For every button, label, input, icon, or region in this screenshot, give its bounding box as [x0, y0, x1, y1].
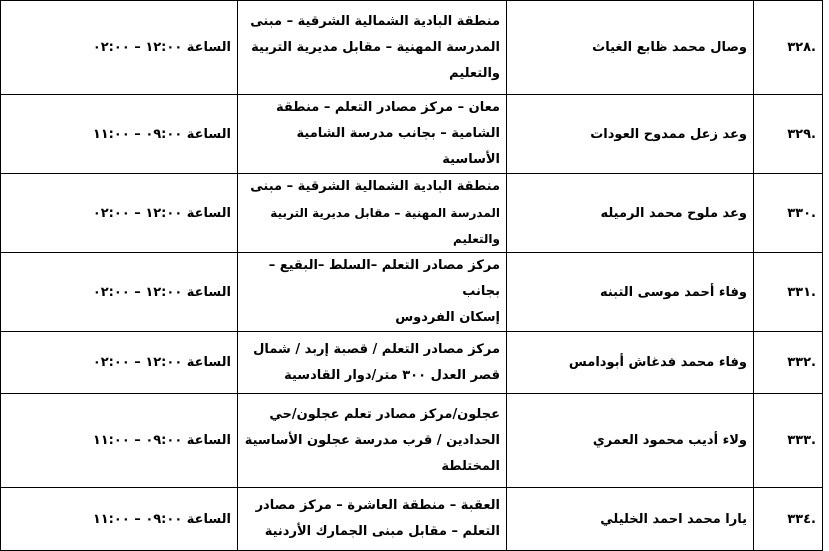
location-line: المدرسة المهنية – مقابل مديرية التربية: [251, 39, 500, 55]
exam-location: [238, 332, 507, 394]
row-number: .٣٢٨: [754, 1, 823, 95]
table-row: [1, 332, 823, 394]
location-line: المختلطة: [441, 458, 500, 474]
exam-time: الساعة ٠٩:٠٠ – ١١:٠٠: [1, 488, 238, 551]
exam-time: الساعة ١٢:٠٠ – ٠٢:٠٠: [1, 253, 238, 332]
table-row: [1, 1, 823, 95]
exam-location: [238, 174, 507, 253]
row-number: .٣٢٩: [754, 95, 823, 174]
location-line: الشامية – بجانب مدرسة الشامية الأساسية: [296, 126, 500, 167]
person-name: وعد زعل ممدوح العودات: [507, 95, 754, 174]
location-line: منطقة البادية الشمالية الشرقية – مبنى: [250, 179, 500, 194]
location-line: المدرسة المهنية – مقابل مديرية التربية والتعليم: [270, 206, 500, 246]
table-row: [1, 95, 823, 174]
row-number: .٣٣٣: [754, 394, 823, 488]
location-line: منطقة البادية الشمالية الشرقية – مبنى: [250, 13, 500, 29]
exam-location: [238, 394, 507, 488]
table-row: [1, 253, 823, 332]
exam-time: الساعة ١٢:٠٠ – ٠٢:٠٠: [1, 332, 238, 394]
exam-location: [238, 1, 507, 95]
exam-location: [238, 253, 507, 332]
person-name: وفاء أحمد موسى التبنه: [507, 253, 754, 332]
exam-time: الساعة ٠٩:٠٠ – ١١:٠٠: [1, 394, 238, 488]
row-number: .٣٣٤: [754, 488, 823, 551]
location-line: والتعليم: [449, 65, 500, 81]
location-line: معان – مركز مصادر التعلم – منطقة: [276, 100, 500, 115]
location-line: مركز مصادر التعلم –السلط –البقيع –بجانب: [268, 258, 500, 299]
row-number: .٣٣٢: [754, 332, 823, 394]
exam-location: [238, 95, 507, 174]
person-name: وعد ملوح محمد الرميله: [507, 174, 754, 253]
person-name: ولاء أديب محمود العمري: [507, 394, 754, 488]
row-number: .٣٣٠: [754, 174, 823, 253]
location-line: عجلون/مركز مصادر تعلم عجلون/حي: [269, 406, 500, 422]
exam-time: الساعة ١٢:٠٠ – ٠٢:٠٠: [1, 1, 238, 95]
person-name: يارا محمد احمد الخليلي: [507, 488, 754, 551]
person-name: وصال محمد ظابع الغياث: [507, 1, 754, 95]
exam-location: [238, 488, 507, 551]
location-line: التعلم – مقابل مبنى الجمارك الأردنية: [264, 524, 500, 539]
location-line: قصر العدل ٣٠٠ متر/دوار القادسية: [284, 367, 500, 383]
location-line: الحدادين / قرب مدرسة عجلون الأساسية: [244, 432, 500, 448]
table-row: [1, 394, 823, 488]
location-line: العقبة – منطقة العاشرة – مركز مصادر: [255, 498, 500, 513]
person-name: وفاء محمد فدغاش أبودامس: [507, 332, 754, 394]
location-line: مركز مصادر التعلم / قصبة إربد / شمال: [253, 341, 500, 357]
exam-time: الساعة ١٢:٠٠ – ٠٢:٠٠: [1, 174, 238, 253]
exam-time: الساعة ٠٩:٠٠ – ١١:٠٠: [1, 95, 238, 174]
table-row: [1, 488, 823, 551]
table-row: [1, 174, 823, 253]
location-line: إسكان الفردوس: [395, 310, 500, 325]
row-number: .٣٣١: [754, 253, 823, 332]
